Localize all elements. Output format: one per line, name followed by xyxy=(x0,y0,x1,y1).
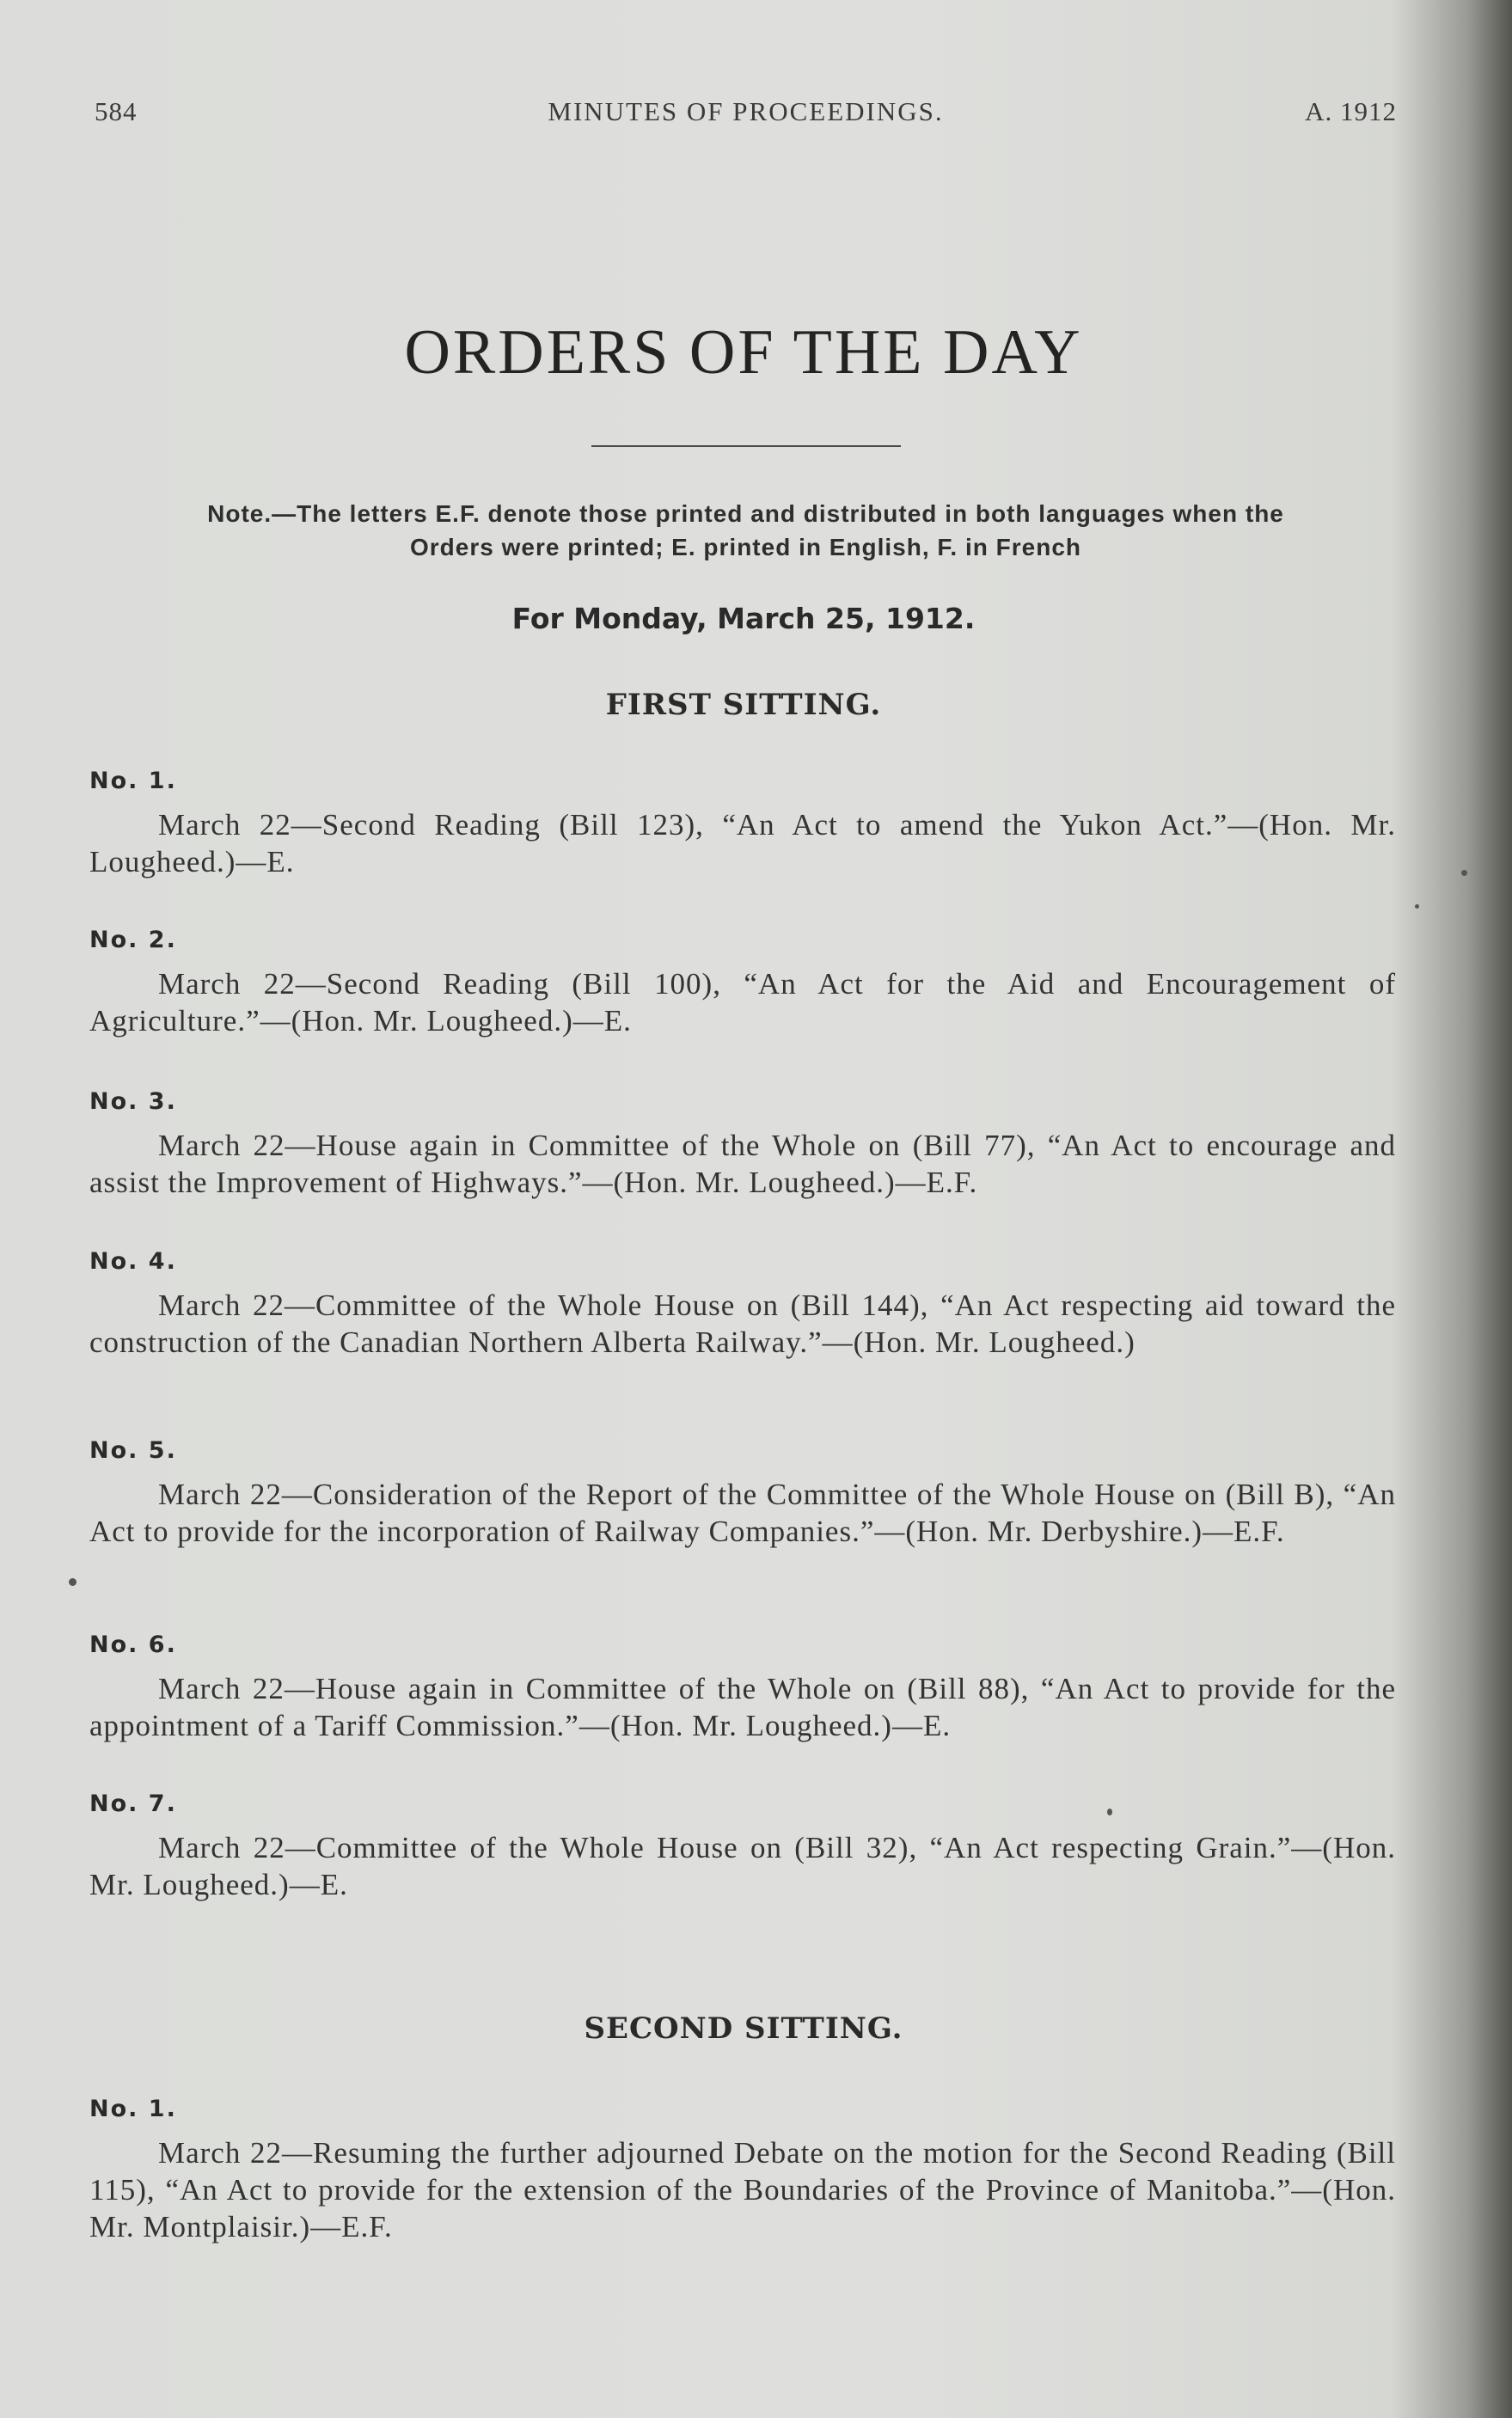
first-sitting-item-4 xyxy=(89,1248,1396,1361)
item-text: March 22—Committee of the Whole House on (Bill 32), “An Act respecting Grain.”—(Hon. Mr. Lougheed.)—E. xyxy=(89,1831,1396,1901)
item-text: March 22—Consideration of the Report of the Committee of the Whole House on (Bill B), “An Act to provide for the incorporation of Railway Companies.”—(Hon. Mr. Derbyshire.)—E.F. xyxy=(89,1478,1396,1548)
item-text: March 22—Second Reading (Bill 123), “An Act to amend the Yukon Act.”—(Hon. Mr. Lougheed.)—E. xyxy=(89,808,1396,878)
item-text: March 22—House again in Committee of the Whole on (Bill 77), “An Act to encourage and assist the Improvement of Highways.”—(Hon. Mr. Lougheed.)—E.F. xyxy=(89,1129,1396,1199)
item-text: March 22—Resuming the further adjourned Debate on the motion for the Second Reading (Bill 115), “An Act to provide for the extension of the Boundaries of the Province of Manitoba.”—(Hon. Mr. Montplaisir.)—E.F. xyxy=(89,2136,1396,2244)
item-text: March 22—Committee of the Whole House on (Bill 144), “An Act respecting aid toward the construction of the Canadian Northern Alberta Railway.”—(Hon. Mr. Lougheed.) xyxy=(89,1289,1396,1359)
first-sitting-heading: FIRST SITTING. xyxy=(605,688,882,722)
first-sitting-item-3 xyxy=(89,1088,1396,1201)
running-title: MINUTES OF PROCEEDINGS. xyxy=(548,96,944,126)
page-title: ORDERS OF THE DAY xyxy=(404,317,1083,388)
item-text: March 22—House again in Committee of the Whole on (Bill 88), “An Act to provide for the appointment of a Tariff Commission.”—(Hon. Mr. Lougheed.)—E. xyxy=(89,1672,1396,1742)
page-number: 584 xyxy=(95,96,138,126)
first-sitting-item-6 xyxy=(89,1631,1396,1744)
first-sitting-item-7 xyxy=(89,1791,1396,1903)
title-rule xyxy=(591,445,901,447)
item-number: No. 3. xyxy=(89,1088,177,1115)
paper-speck xyxy=(1461,870,1467,876)
first-sitting-item-2 xyxy=(89,927,1396,1039)
item-number: No. 1. xyxy=(89,2096,177,2122)
paper-speck xyxy=(69,1578,77,1586)
item-number: No. 1. xyxy=(89,768,177,794)
item-number: No. 4. xyxy=(89,1248,177,1275)
second-sitting-heading: SECOND SITTING. xyxy=(584,2011,903,2046)
first-sitting-item-5 xyxy=(89,1437,1396,1550)
year-label: A. 1912 xyxy=(1305,96,1397,126)
sitting-date: For Monday, March 25, 1912. xyxy=(511,602,976,635)
first-sitting-item-1 xyxy=(89,768,1396,880)
note-paragraph xyxy=(95,497,1397,564)
item-number: No. 5. xyxy=(89,1437,177,1464)
item-text: March 22—Second Reading (Bill 100), “An Act for the Aid and Encouragement of Agriculture.”—(Hon. Mr. Lougheed.)—E. xyxy=(89,967,1396,1038)
item-number: No. 6. xyxy=(89,1631,177,1658)
paper-speck xyxy=(1415,904,1419,909)
item-number: No. 7. xyxy=(89,1791,177,1817)
note-line-1: Note.—The letters E.F. denote those printed and distributed in both languages when the xyxy=(207,500,1284,527)
paper-speck xyxy=(1107,1809,1112,1815)
note-line-2: Orders were printed; E. printed in English, F. in French xyxy=(410,534,1081,560)
item-number: No. 2. xyxy=(89,927,177,953)
second-sitting-item-1 xyxy=(89,2096,1396,2245)
